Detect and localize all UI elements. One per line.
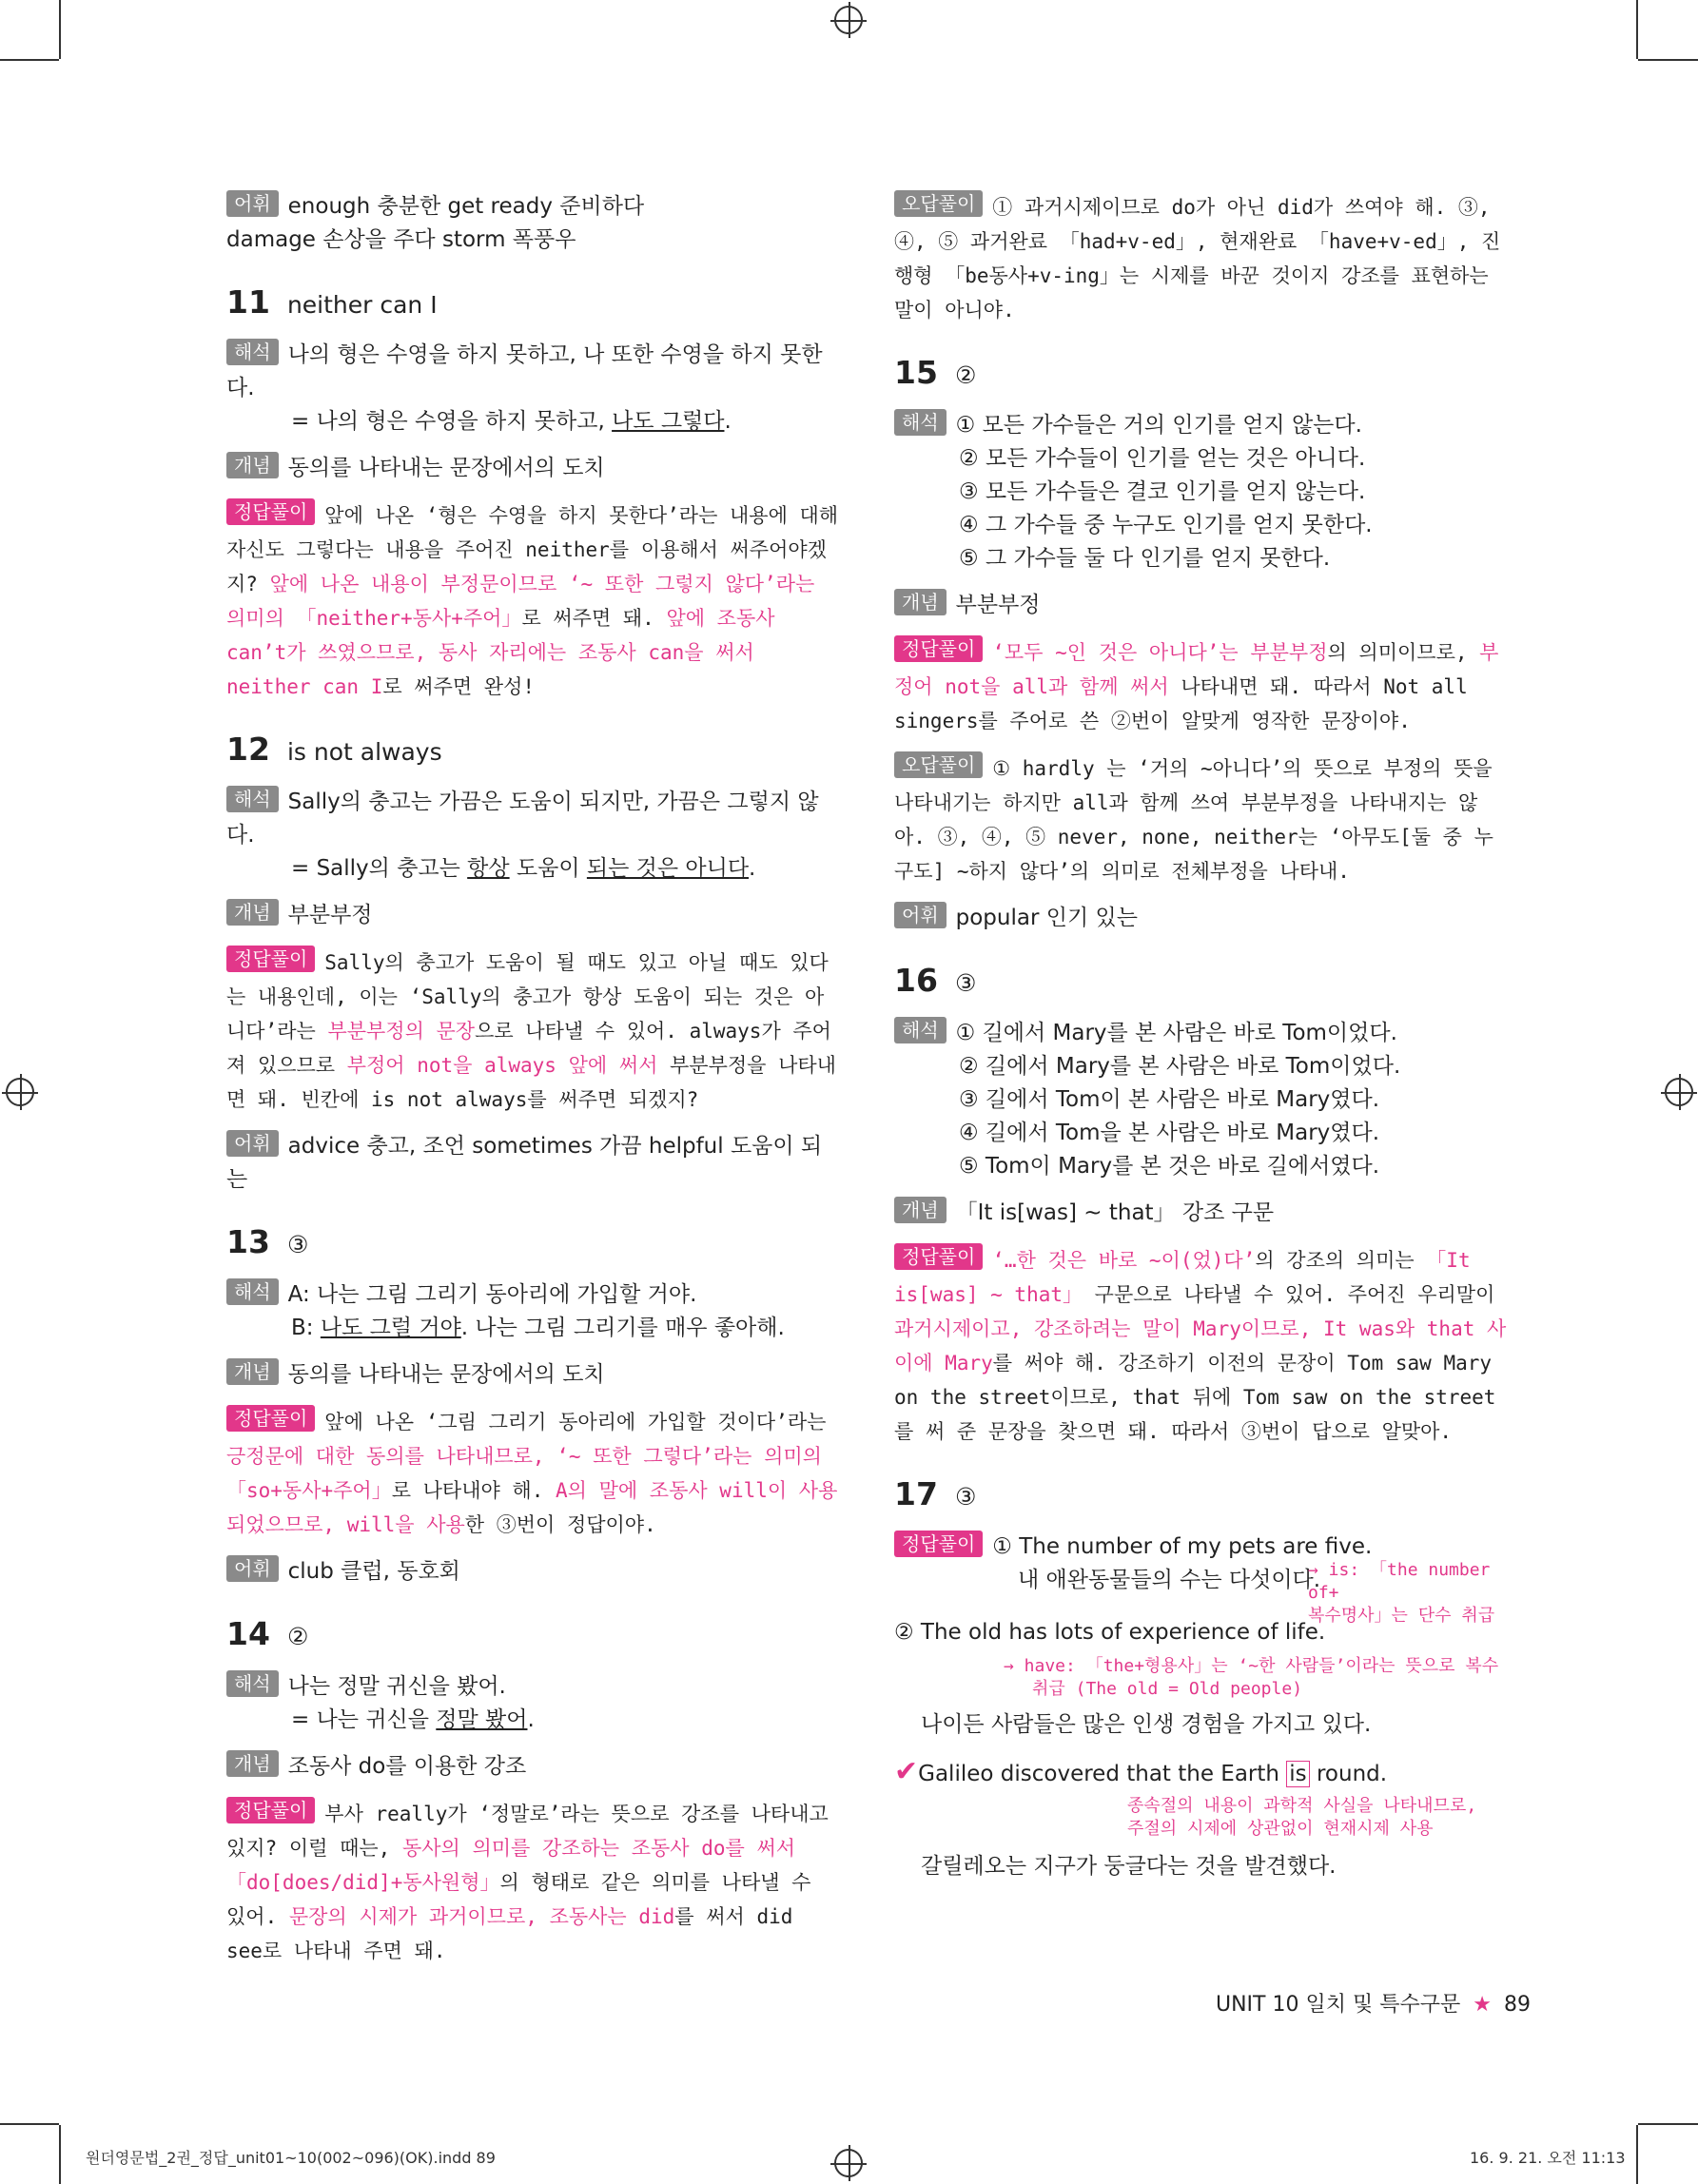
- vocab-block: 어휘 enough 충분한 get ready 준비하다 damage 손상을 주다 storm 폭풍우: [226, 192, 645, 252]
- question-16: 16 ③: [894, 962, 977, 999]
- solution-block: 정답풀이 Sally의 충고가 도움이 될 때도 있고 아닐 때도 있다는 내용인데, 이는 ‘Sally의 충고가 항상 도움이 되는 것은 아니다’라는 부분부정의 문장으로 나타낼 수 있어. always가 주어져 있으므로 부정어 not을 always 앞에 써서 부분부정을 나타내면 돼. 빈칸에 is not always를 써주면 되겠지?: [226, 947, 836, 1111]
- wrong-answer-block: 오답풀이 ① 과거시제이므로 do가 아닌 did가 쓰여야 해. ③, ④, ⑤ 과거완료 「had+v-ed」, 현재완료 「have+v-ed」, 진행형 「be동사+v-ing」는 시제를 바꾼 것이지 강조를 표현하는 말이 아니야.: [894, 192, 1501, 322]
- translation-block: 해석 나의 형은 수영을 하지 못하고, 나 또한 수영을 하지 못한다. = 나의 형은 수영을 하지 못하고, 나도 그렇다.: [226, 341, 823, 434]
- question-13: 13 ③: [226, 1223, 309, 1260]
- vocab-block: 어휘 advice 충고, 조언 sometimes 가끔 helpful 도움이 되는: [226, 1132, 823, 1192]
- question-11: 11 neither can I: [226, 283, 438, 321]
- concept-block: 개념 동의를 나타내는 문장에서의 도치: [226, 1358, 840, 1392]
- crop-mark: [0, 59, 59, 61]
- page-footer: UNIT 10 일치 및 특수구문 ★ 89: [1216, 1993, 1531, 2017]
- crop-mark: [1638, 2123, 1698, 2125]
- sentence-2: ② The old has lots of experience of life.: [894, 1620, 1326, 1645]
- translation-block: 해석 A: 나는 그림 그리기 동아리에 가입할 거야. B: 나도 그럴 거야. 나는 그림 그리기를 매우 좋아해.: [226, 1278, 840, 1345]
- crop-mark: [1636, 0, 1638, 59]
- registration-mark-icon: [834, 6, 863, 34]
- solution-block: 정답풀이 부사 really가 ‘정말로’라는 뜻으로 강조를 나타내고 있지? 이럴 때는, 동사의 의미를 강조하는 조동사 do를 써서 「do[does/did]+동사원형」의 형태로 같은 의미를 나타낼 수 있어. 문장의 시제가 과거이므로, 조동사는 did를 써서 did see로 나타내 주면 돼.: [226, 1799, 829, 1962]
- translation-block: 해석 Sally의 충고는 가끔은 도움이 되지만, 가끔은 그렇지 않다. = Sally의 충고는 항상 도움이 되는 것은 아니다.: [226, 788, 819, 881]
- note-2: → have: 「the+형용사」는 ‘~한 사람들’이라는 뜻으로 복수 취급 (The old = Old people): [1004, 1656, 1499, 1699]
- sentence-3: ✔Galileo discovered that the Earth is round.: [894, 1755, 1388, 1788]
- vocab-block: 어휘 popular 인기 있는: [894, 902, 1508, 935]
- crop-mark: [0, 2123, 59, 2125]
- left-column: [226, 190, 840, 1981]
- crop-mark: [1638, 59, 1698, 61]
- page-number: 89: [1503, 1993, 1531, 2017]
- translation-block: 해석 ① 길에서 Mary를 본 사람은 바로 Tom이었다. ② 길에서 Mary를 본 사람은 바로 Tom이었다. ③ 길에서 Tom이 본 사람은 바로 Mary였다. ④ 길에서 Tom을 본 사람은 바로 Mary였다. ⑤ Tom이 Mary를 본 것은 바로 길에서였다.: [894, 1017, 1508, 1183]
- sentence-3-translation: 갈릴레오는 지구가 둥글다는 것을 발견했다.: [921, 1854, 1337, 1879]
- wrong-answer-block: 오답풀이 ① hardly 는 ‘거의 ~아니다’의 뜻으로 부정의 뜻을 나타내기는 하지만 all과 함께 쓰여 부분부정을 나타내지는 않아. ③, ④, ⑤ never, none, neither는 ‘아무도[둘 중 누구도] ~하지 않다’의 의미로 전체부정을 나타내.: [894, 753, 1493, 883]
- question-12: 12 is not always: [226, 731, 442, 768]
- registration-mark-icon: [834, 2149, 863, 2177]
- solution-block: 정답풀이 앞에 나온 ‘형은 수영을 하지 못한다’라는 내용에 대해 자신도 그렇다는 내용을 주어진 neither를 이용해서 써주어야겠지? 앞에 나온 내용이 부정문이므로 ‘~ 또한 그렇지 않다’라는 의미의 「neither+동사+주어」로 써주면 돼. 앞에 조동사 can’t가 쓰였으므로, 동사 자리에는 조동사 can을 써서 neither can I로 써주면 완성!: [226, 500, 839, 698]
- concept-block: 개념 「It is[was] ~ that」 강조 구문: [894, 1197, 1508, 1230]
- sentence-1: 정답풀이 ① The number of my pets are five. 내 애완동물들의 수는 다섯이다. → is: 「the number of+ 복수명사」는 단수 취급: [894, 1531, 1508, 1597]
- question-17: 17 ③: [894, 1475, 977, 1512]
- print-date: 16. 9. 21. 오전 11:13: [1470, 2149, 1626, 2167]
- note-3: 종속절의 내용이 과학적 사실을 나타내므로, 주절의 시제에 상관없이 현재시제 사용: [1127, 1796, 1477, 1839]
- registration-mark-icon: [6, 1078, 34, 1106]
- vocab-block: 어휘 club 클럽, 동호회: [226, 1555, 840, 1589]
- solution-block: 정답풀이 ‘모두 ~인 것은 아니다’는 부분부정의 의미이므로, 부정어 not을 all과 함께 써서 나타내면 돼. 따라서 Not all singers를 주어로 쓴 ②번이 알맞게 영작한 문장이야.: [894, 637, 1499, 732]
- question-15: 15 ②: [894, 354, 977, 391]
- translation-block: 해석 ① 모든 가수들은 거의 인기를 얻지 않는다. ② 모든 가수들이 인기를 얻는 것은 아니다. ③ 모든 가수들은 결코 인기를 얻지 않는다. ④ 그 가수들 중 누구도 인기를 얻지 못한다. ⑤ 그 가수들 둘 다 인기를 얻지 못한다.: [894, 409, 1508, 575]
- concept-block: 개념 조동사 do를 이용한 강조: [226, 1750, 840, 1784]
- crop-mark: [1636, 2125, 1638, 2184]
- right-column: [894, 190, 1508, 1897]
- crop-mark: [59, 0, 61, 59]
- concept-block: 개념 부분부정: [894, 589, 1508, 622]
- crop-mark: [59, 2125, 61, 2184]
- solution-block: 정답풀이 앞에 나온 ‘그림 그리기 동아리에 가입할 것이다’라는 긍정문에 대한 동의를 나타내므로, ‘~ 또한 그렇다’라는 의미의 「so+동사+주어」로 나타내야 해. A의 말에 조동사 will이 사용되었으므로, will을 사용한 ③번이 정답이야.: [226, 1407, 838, 1536]
- check-icon: ✔: [894, 1755, 919, 1788]
- concept-block: 개념 동의를 나타내는 문장에서의 도치: [226, 452, 840, 485]
- solution-block: 정답풀이 ‘…한 것은 바로 ~이(었)다’의 강조의 의미는 「It is[was] ~ that」 구문으로 나타낼 수 있어. 주어진 우리말이 과거시제이고, 강조하려는 말이 Mary이므로, It was와 that 사이에 Mary를 써야 해. 강조하기 이전의 문장이 Tom saw Mary on the street이므로, that 뒤에 Tom saw on the street를 써 준 문장을 찾으면 돼. 따라서 ③번이 답으로 알맞아.: [894, 1245, 1507, 1443]
- file-info: 원더영문법_2권_정답_unit01~10(002~096)(OK).indd 89: [86, 2149, 496, 2167]
- translation-block: 해석 나는 정말 귀신을 봤어. = 나는 귀신을 정말 봤어.: [226, 1670, 840, 1737]
- registration-mark-icon: [1665, 1078, 1693, 1106]
- concept-block: 개념 부분부정: [226, 899, 840, 932]
- star-icon: ★: [1473, 1993, 1492, 2017]
- sentence-2-translation: 나이든 사람들은 많은 인생 경험을 가지고 있다.: [921, 1712, 1372, 1737]
- vocab-tag: 어휘: [226, 190, 279, 217]
- question-14: 14 ②: [226, 1615, 309, 1652]
